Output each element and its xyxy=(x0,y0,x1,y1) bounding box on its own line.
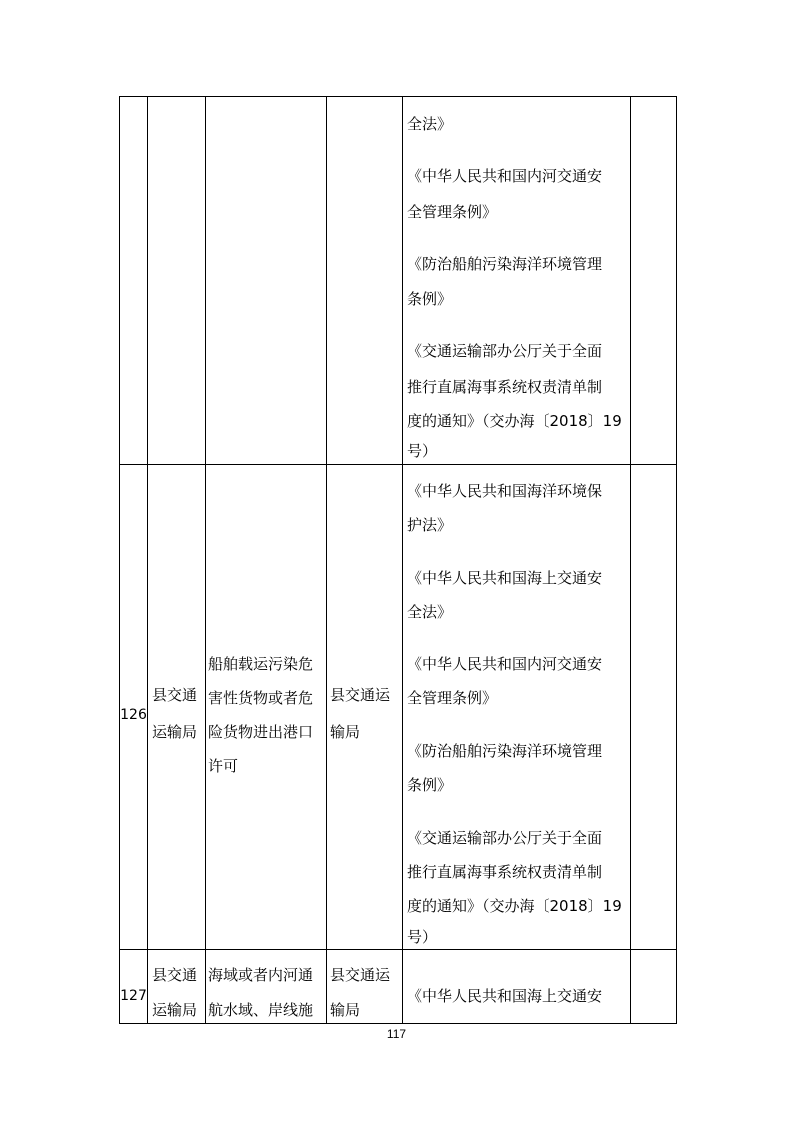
table-border xyxy=(147,96,148,1024)
basis-line: 《中华人民共和国海洋环境保 xyxy=(407,482,603,500)
executor-line: 县交通运 xyxy=(330,966,391,984)
executor-line: 输局 xyxy=(330,1001,361,1019)
basis-line: 号） xyxy=(407,928,438,946)
table-border xyxy=(119,949,677,950)
table-border xyxy=(119,96,120,1024)
basis-line: 《中华人民共和国海上交通安 xyxy=(407,987,603,1005)
basis-line: 度的通知》（交办海〔2018〕19 xyxy=(407,412,622,430)
item-line: 航水域、岸线施 xyxy=(208,1001,314,1019)
item-line: 害性货物或者危 xyxy=(208,689,314,707)
row-number: 126 xyxy=(120,707,147,723)
basis-line: 《中华人民共和国内河交通安 xyxy=(407,167,603,185)
basis-line: 护法》 xyxy=(407,516,453,534)
page-number: 117 xyxy=(386,1027,407,1041)
table-border xyxy=(326,96,327,1024)
department-line: 县交通 xyxy=(152,686,198,704)
basis-line: 全法》 xyxy=(407,115,453,133)
executor-line: 输局 xyxy=(330,723,361,741)
item-line: 海域或者内河通 xyxy=(208,966,314,984)
table-border xyxy=(119,1023,677,1024)
basis-line: 全管理条例》 xyxy=(407,689,498,707)
department-line: 运输局 xyxy=(152,1001,198,1019)
basis-line: 《交通运输部办公厅关于全面 xyxy=(407,342,603,360)
basis-line: 条例》 xyxy=(407,290,453,308)
basis-line: 《防治船舶污染海洋环境管理 xyxy=(407,742,603,760)
basis-line: 《交通运输部办公厅关于全面 xyxy=(407,829,603,847)
basis-line: 度的通知》（交办海〔2018〕19 xyxy=(407,897,622,915)
table-border xyxy=(119,96,677,97)
item-line: 船舶载运污染危 xyxy=(208,655,314,673)
department-line: 县交通 xyxy=(152,966,198,984)
row-number: 127 xyxy=(120,988,147,1004)
table-border xyxy=(119,464,677,465)
table-border xyxy=(676,96,677,1024)
table-border xyxy=(205,96,206,1024)
basis-line: 推行直属海事系统权责清单制 xyxy=(407,378,603,396)
basis-line: 《中华人民共和国海上交通安 xyxy=(407,569,603,587)
basis-line: 《中华人民共和国内河交通安 xyxy=(407,655,603,673)
table-border xyxy=(630,96,631,1024)
executor-line: 县交通运 xyxy=(330,686,391,704)
department-line: 运输局 xyxy=(152,723,198,741)
basis-line: 条例》 xyxy=(407,776,453,794)
basis-line: 推行直属海事系统权责清单制 xyxy=(407,863,603,881)
item-line: 许可 xyxy=(208,757,239,775)
basis-line: 全法》 xyxy=(407,603,453,621)
basis-line: 号） xyxy=(407,442,438,460)
basis-line: 《防治船舶污染海洋环境管理 xyxy=(407,255,603,273)
item-line: 险货物进出港口 xyxy=(208,723,314,741)
table-border xyxy=(402,96,403,1024)
basis-line: 全管理条例》 xyxy=(407,203,498,221)
